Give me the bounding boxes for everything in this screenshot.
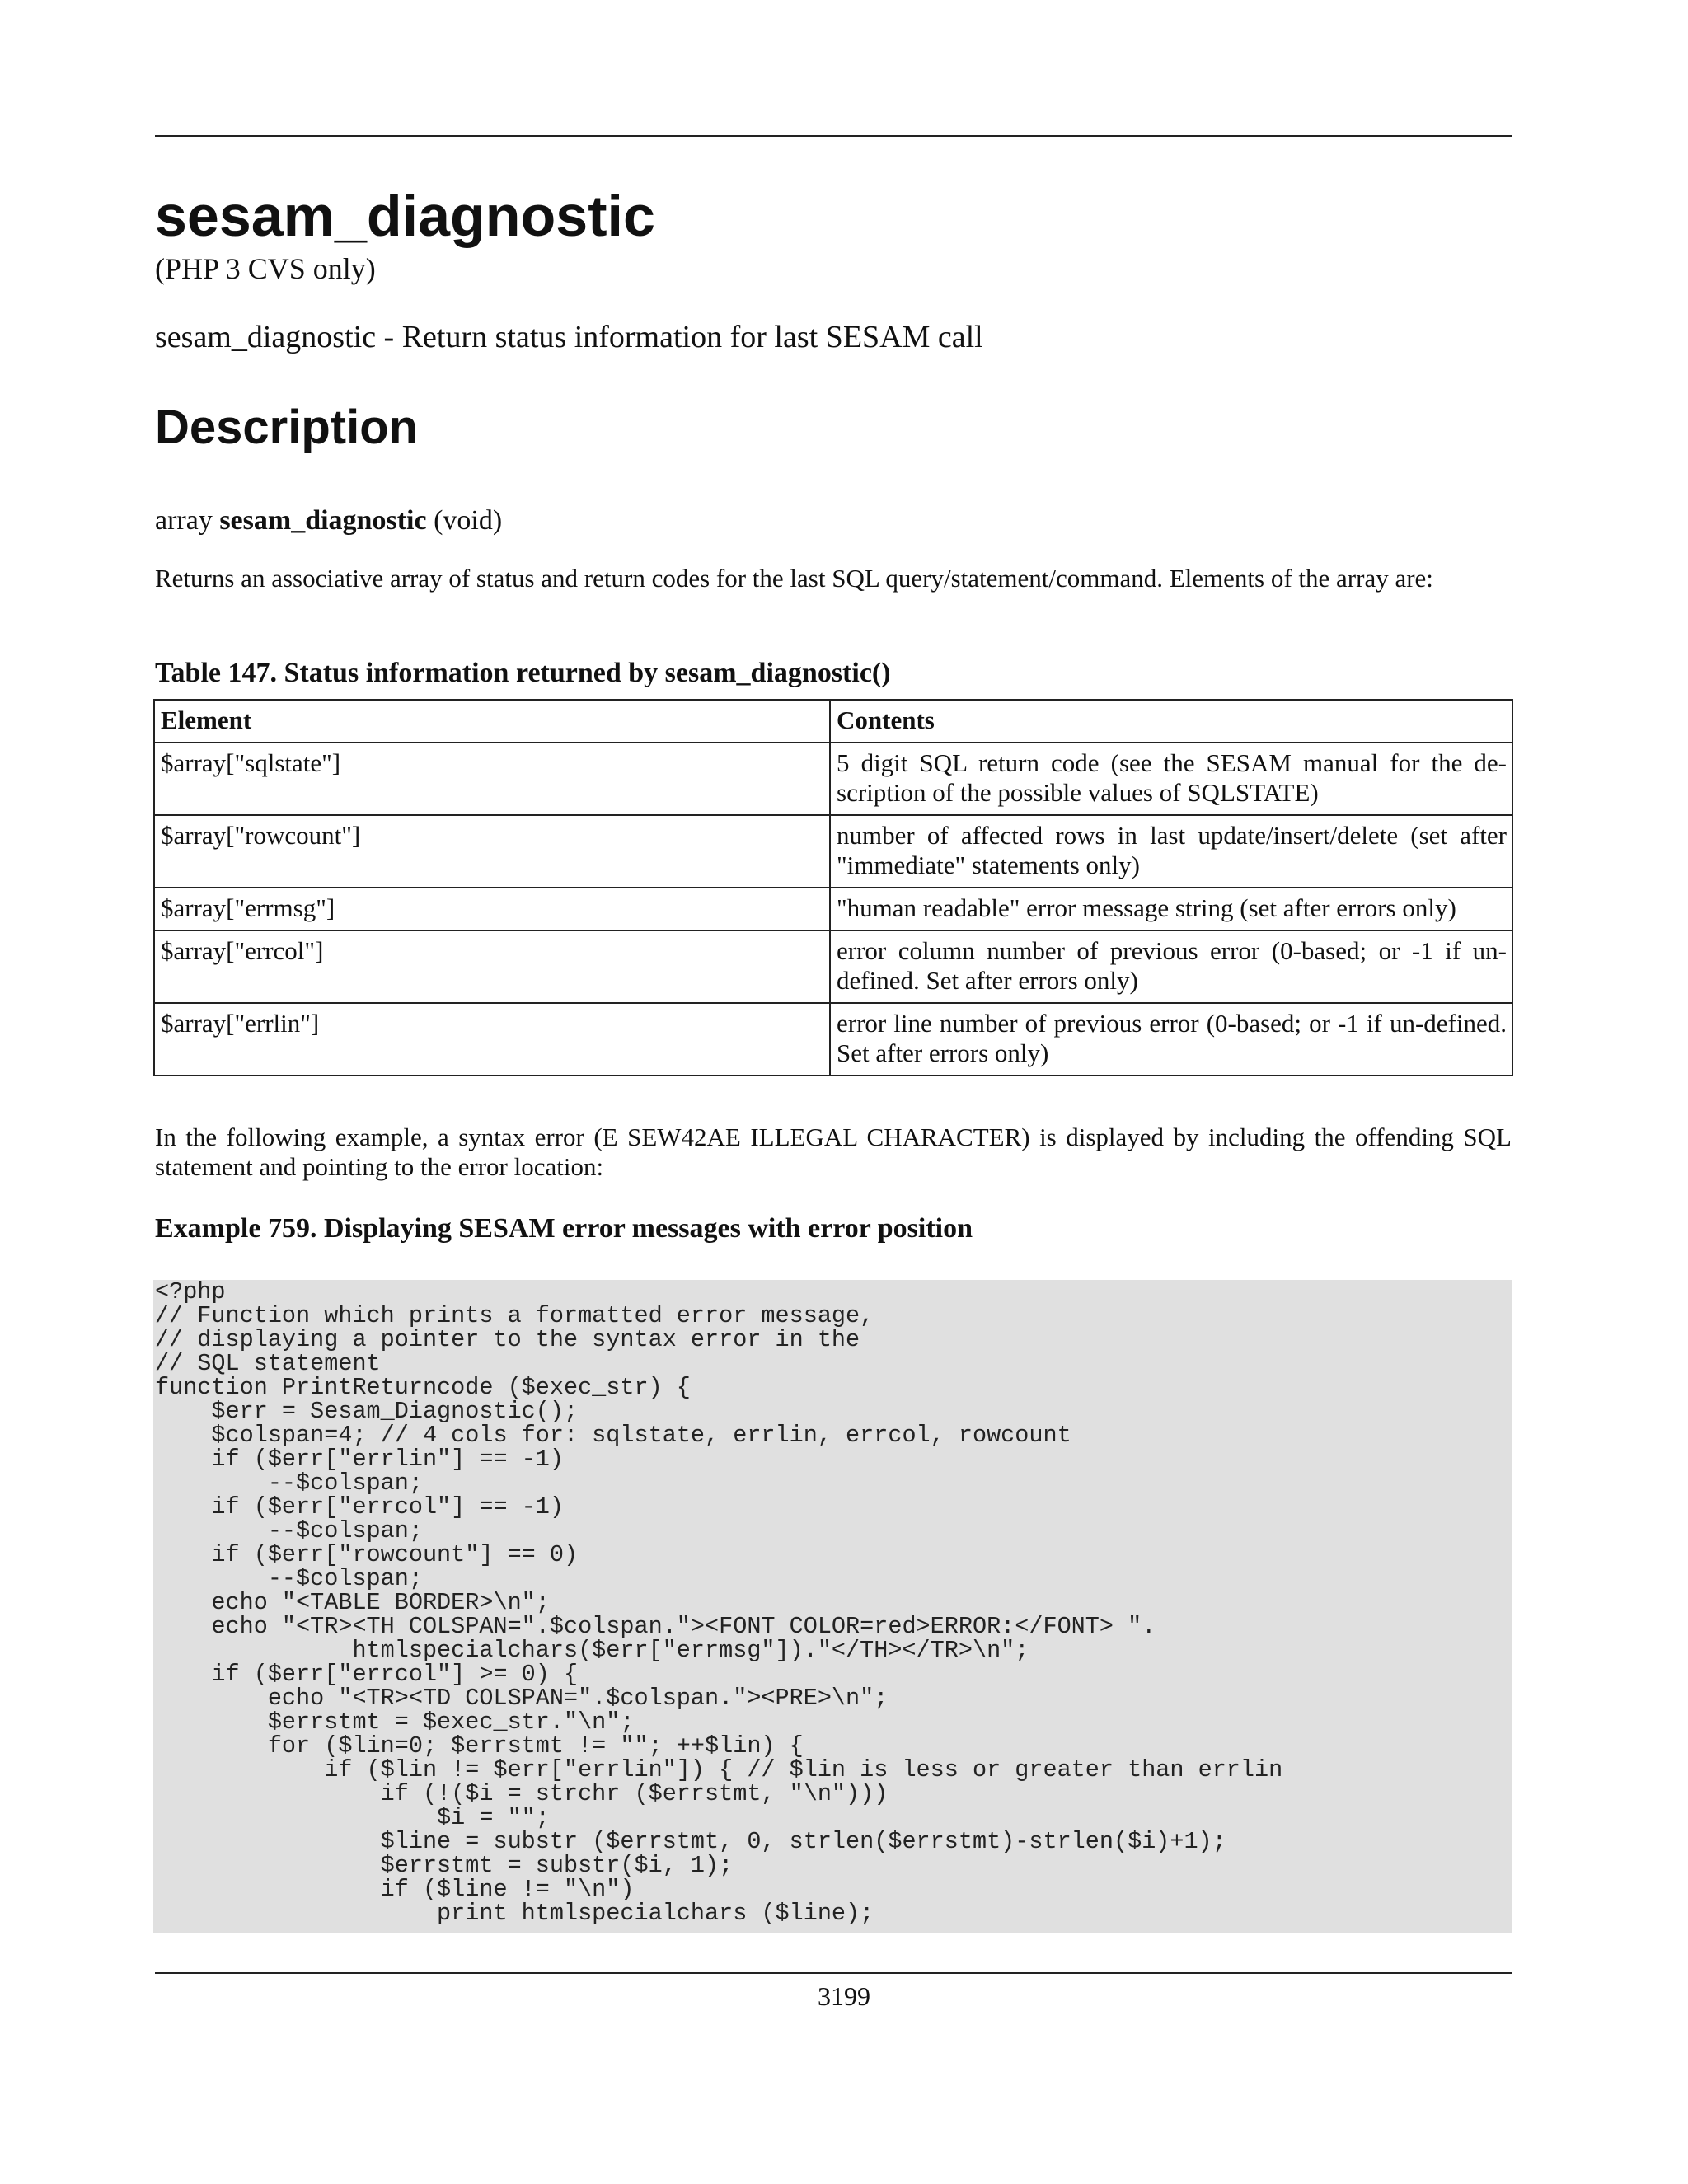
- code-line: --$colspan;: [155, 1565, 423, 1592]
- code-line: // displaying a pointer to the syntax error in the: [155, 1326, 860, 1353]
- table-cell-contents: "human readable" error message string (set after errors only): [830, 888, 1512, 930]
- code-line: --$colspan;: [155, 1469, 423, 1497]
- table-header-contents: Contents: [830, 700, 1512, 743]
- section-title-description: Description: [155, 401, 419, 454]
- table-header-element: Element: [154, 700, 830, 743]
- intro-paragraph: Returns an associative array of status and return codes for the last SQL query/statement/command. Elements of the array are:: [155, 564, 1433, 593]
- function-summary: sesam_diagnostic - Return status information for last SESAM call: [155, 320, 983, 354]
- code-line: if ($err["errcol"] >= 0) {: [155, 1661, 579, 1688]
- code-line: // Function which prints a formatted error message,: [155, 1302, 874, 1329]
- table-cell-element: $array["errlin"]: [154, 1003, 830, 1076]
- table-cell-contents: 5 digit SQL return code (see the SESAM manual for the de-scription of the possible values of SQLSTATE): [830, 743, 1512, 815]
- table-cell-contents: error line number of previous error (0-based; or -1 if un-defined. Set after errors only): [830, 1003, 1512, 1076]
- table-row: [154, 1003, 1512, 1076]
- table-cell-element: $array["rowcount"]: [154, 815, 830, 888]
- code-line: $err = Sesam_Diagnostic();: [155, 1398, 579, 1425]
- header-rule: [155, 135, 1512, 137]
- code-line: if ($err["rowcount"] == 0): [155, 1541, 579, 1568]
- table-row: [154, 815, 1512, 888]
- code-line: if ($lin != $err["errlin"]) { // $lin is less or greater than errlin: [155, 1756, 1283, 1783]
- table-cell-element: $array["sqlstate"]: [154, 743, 830, 815]
- code-line: $errstmt = $exec_str."\n";: [155, 1708, 635, 1736]
- page-title: sesam_diagnostic: [155, 184, 655, 248]
- synopsis-params: (void): [434, 505, 503, 536]
- footer-rule: [155, 1972, 1512, 1974]
- code-line: function PrintReturncode ($exec_str) {: [155, 1374, 691, 1401]
- code-line: $line = substr ($errstmt, 0, strlen($errstmt)-strlen($i)+1);: [155, 1828, 1226, 1855]
- table-row: [154, 930, 1512, 1003]
- code-line: // SQL statement: [155, 1350, 381, 1377]
- code-line: echo "<TABLE BORDER>\n";: [155, 1589, 550, 1616]
- table-header-row: [154, 700, 1512, 743]
- code-line: echo "<TR><TD COLSPAN=".$colspan."><PRE>\n";: [155, 1685, 889, 1712]
- table-row: [154, 743, 1512, 815]
- table-cell-contents: error column number of previous error (0-based; or -1 if un-defined. Set after errors only): [830, 930, 1512, 1003]
- code-line: for ($lin=0; $errstmt != ""; ++$lin) {: [155, 1732, 804, 1760]
- table-title: Table 147. Status information returned by sesam_diagnostic(): [155, 658, 891, 688]
- code-line: $colspan=4; // 4 cols for: sqlstate, errlin, errcol, rowcount: [155, 1422, 1071, 1449]
- code-line: <?php: [155, 1280, 226, 1305]
- synopsis-return-type: array: [155, 505, 213, 536]
- table-row: [154, 888, 1512, 930]
- table-cell-element: $array["errcol"]: [154, 930, 830, 1003]
- code-line: print htmlspecialchars ($line);: [155, 1900, 874, 1927]
- code-block: [153, 1280, 1512, 1933]
- status-table: [153, 699, 1513, 1076]
- code-line: if (!($i = strchr ($errstmt, "\n"))): [155, 1780, 889, 1807]
- code-line: if ($err["errcol"] == -1): [155, 1493, 564, 1521]
- example-intro-paragraph: In the following example, a syntax error (E SEW42AE ILLEGAL CHARACTER) is displayed by including the offending SQL statement and pointing to the error location:: [155, 1122, 1512, 1181]
- table-cell-contents: number of affected rows in last update/insert/delete (set after "immediate" statements only): [830, 815, 1512, 888]
- code-line: $errstmt = substr($i, 1);: [155, 1852, 734, 1879]
- code-line: if ($line != "\n"): [155, 1876, 635, 1903]
- code-line: --$colspan;: [155, 1517, 423, 1544]
- table-cell-element: $array["errmsg"]: [154, 888, 830, 930]
- code-line: htmlspecialchars($err["errmsg"])."</TH></TR>\n";: [155, 1637, 1029, 1664]
- code-line: echo "<TR><TH COLSPAN=".$colspan."><FONT COLOR=red>ERROR:</FONT> ".: [155, 1613, 1156, 1640]
- code-line: if ($err["errlin"] == -1): [155, 1446, 564, 1473]
- example-title: Example 759. Displaying SESAM error messages with error position: [155, 1213, 973, 1244]
- synopsis-function-name: sesam_diagnostic: [219, 505, 427, 536]
- code-line: $i = "";: [155, 1804, 550, 1831]
- version-info: (PHP 3 CVS only): [155, 252, 376, 285]
- page-number: 3199: [818, 1981, 870, 2011]
- function-synopsis: [155, 503, 502, 539]
